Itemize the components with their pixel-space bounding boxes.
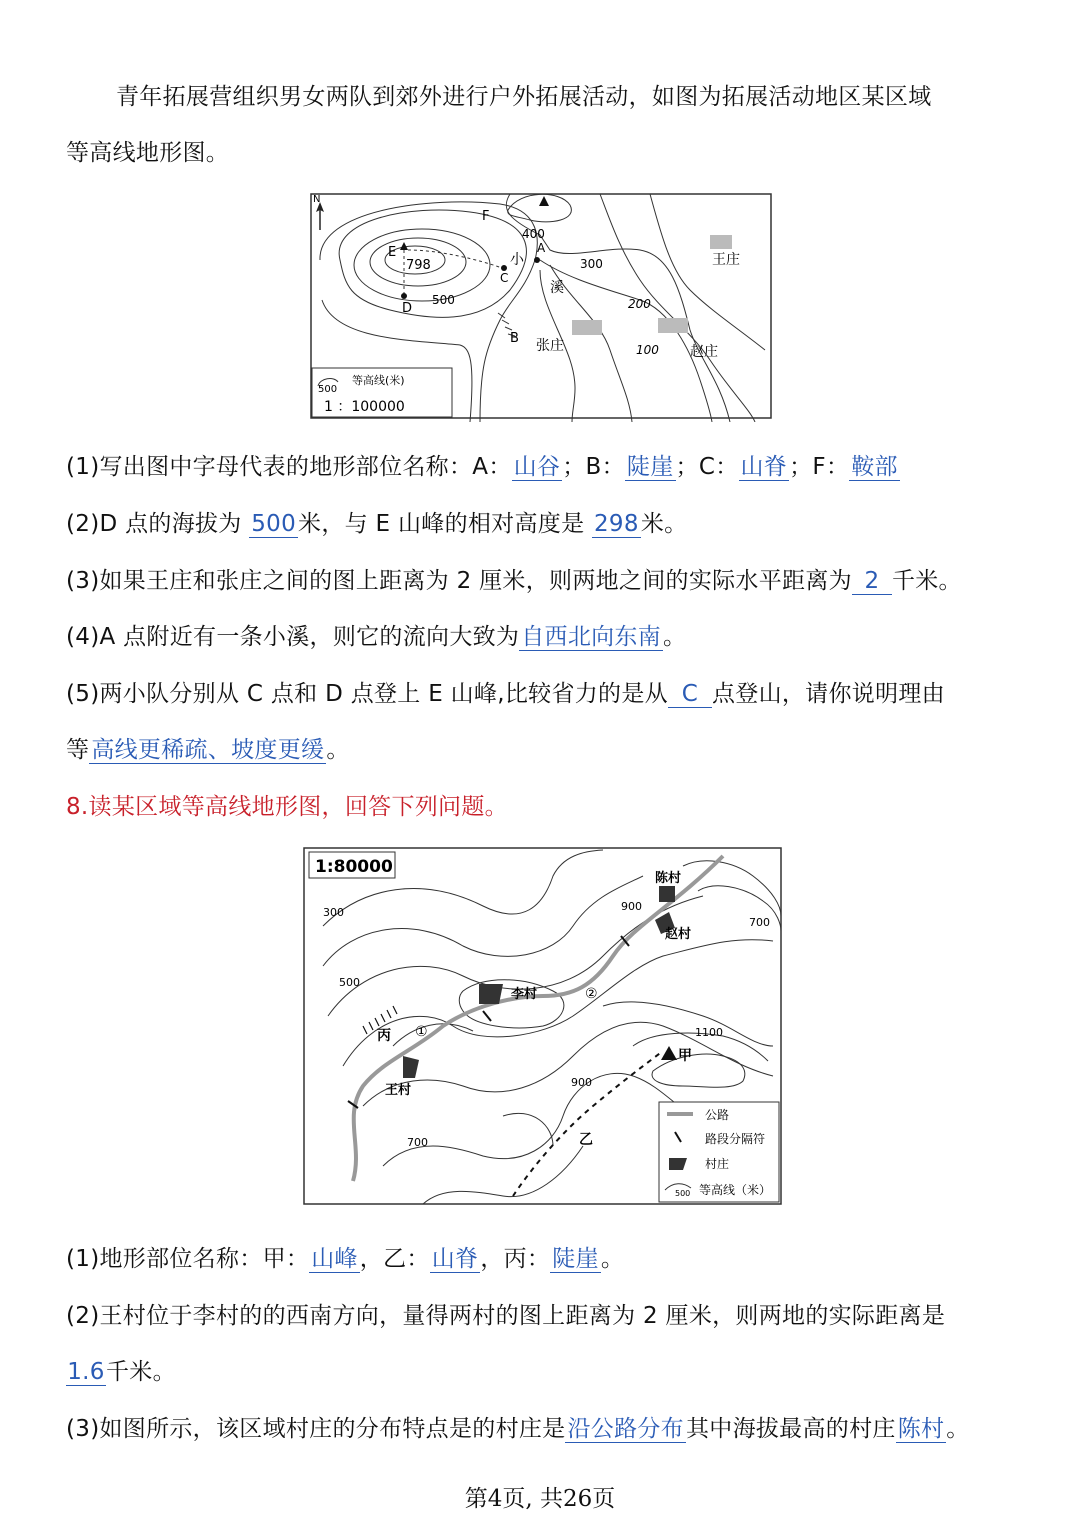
p3-text-3: 。: [946, 1416, 970, 1442]
q5-line-2: [66, 731, 350, 764]
p3-text-1: (3)如图所示，该区域村庄的分布特点是的村庄是: [66, 1416, 566, 1442]
legend-contour: 等高线（米）: [699, 1183, 772, 1197]
intro-line-2: [66, 134, 229, 167]
q3-text-1: (3)如果王庄和张庄之间的图上距离为 2 厘米，则两地之间的实际水平距离为: [66, 568, 852, 594]
q2-text-1: (2)D 点的海拔为: [66, 511, 250, 537]
p2-answer: 1.6: [67, 1359, 105, 1385]
q4-text-2: 。: [663, 624, 687, 650]
intro-text-1: 青年拓展营组织男女两队到郊外进行户外拓展活动，如图为拓展活动地区某区域: [116, 84, 932, 110]
q5-reason-answer: 高线更稀疏、坡度更缓: [91, 737, 325, 763]
contour-400: 400: [522, 227, 545, 241]
contour-500: 500: [432, 293, 455, 307]
q3-line: [66, 562, 962, 595]
q1-answer-c: 山脊: [740, 454, 788, 480]
q2-answer-1: 500: [251, 511, 297, 537]
p3-text-2: 其中海拔最高的村庄: [685, 1416, 896, 1442]
village-zhang-label: 张庄: [536, 338, 564, 354]
p1-answer-bing: 陡崖: [552, 1246, 599, 1272]
q1-answer-b: 陡崖: [626, 454, 674, 480]
label-b: B: [510, 331, 519, 346]
contour-200: 200: [628, 297, 651, 311]
village-wang-label: 王庄: [712, 252, 740, 268]
village-zhang-marker: [572, 320, 602, 335]
village-wang-label-2: 王村: [385, 1083, 412, 1098]
village-zhao-label: 赵庄: [690, 344, 718, 360]
contour-map-2: [303, 846, 783, 1206]
q5-text-2: 点登山，请你说明理由: [711, 681, 945, 707]
intro-line-1: [116, 78, 932, 111]
question-8-title: [66, 788, 508, 821]
q1-answer-f: 鞍部: [851, 454, 898, 480]
q4-answer: 自西北向东南: [521, 624, 662, 650]
village-li-marker: [479, 984, 503, 1004]
p1-end: 。: [600, 1246, 625, 1272]
label-yi: 乙: [579, 1132, 593, 1148]
point-a: [534, 257, 540, 263]
p3-line: [66, 1410, 970, 1443]
p1-answer-jia: 山峰: [311, 1246, 358, 1272]
intro-text-2: 等高线地形图。: [66, 140, 230, 166]
legend-scale: 1 ：100000: [324, 399, 405, 415]
p1-line: [66, 1240, 624, 1273]
label-c: C: [500, 271, 509, 285]
legend-road: 公路: [705, 1108, 730, 1122]
q1-sep2: ；C：: [675, 454, 739, 480]
p1-answer-yi: 山脊: [431, 1246, 479, 1272]
village-li-label: 李村: [511, 987, 538, 1002]
legend-contour-sample: 500: [675, 1189, 691, 1198]
label-bing: 丙: [377, 1028, 391, 1044]
point-d: [401, 293, 407, 299]
p1-sep1: ，乙：: [359, 1246, 430, 1272]
q2-line: [66, 505, 687, 538]
page-footer: 第4页, 共26页: [464, 1486, 616, 1512]
contour-label-500: 500: [339, 976, 360, 989]
q2-text-3: 米。: [640, 511, 688, 537]
label-jia: 甲: [678, 1048, 692, 1064]
village-chen-label: 陈村: [655, 871, 682, 886]
label-circle-1: ①: [415, 1024, 428, 1040]
q1-answer-a: 山谷: [513, 454, 561, 480]
p2-unit: 千米。: [106, 1359, 176, 1385]
legend-village: 村庄: [705, 1157, 730, 1171]
p2-line-2: [66, 1353, 176, 1386]
north-label: N: [313, 194, 321, 205]
village-zhao-marker: [658, 318, 688, 333]
label-d: D: [402, 301, 413, 316]
contour-label-300: 300: [323, 906, 344, 919]
contour-label-1100: 1100: [695, 1026, 723, 1039]
p1-sep2: ，丙：: [480, 1246, 551, 1272]
label-f: F: [482, 209, 490, 224]
contour-label-700b: 700: [749, 916, 770, 929]
contour-label-700a: 700: [407, 1136, 428, 1149]
q1-line: [66, 448, 900, 481]
contour-100: 100: [636, 343, 659, 357]
q1-prefix: (1)写出图中字母代表的地形部位名称：A：: [66, 454, 512, 480]
q3-answer: 2: [852, 568, 892, 595]
village-wang-marker: [710, 235, 732, 249]
legend-separator: 路段分隔符: [705, 1132, 766, 1146]
label-a: A: [537, 241, 546, 255]
p3-answer-2: 陈村: [897, 1416, 945, 1442]
q5-answer: C: [668, 681, 712, 708]
q3-text-2: 千米。: [891, 568, 962, 594]
q2-answer-2: 298: [594, 511, 639, 537]
label-circle-2: ②: [585, 986, 598, 1002]
label-e: E: [388, 245, 397, 260]
village-zhao-label-2: 赵村: [665, 927, 692, 942]
q5-text-4: 。: [326, 737, 350, 763]
contour-map-1: [310, 190, 774, 422]
legend-contour-text: 等高线(米): [352, 374, 405, 387]
q1-sep1: ；B：: [562, 454, 625, 480]
q5-text-3: 等: [66, 737, 90, 763]
village-chen-marker: [659, 886, 675, 902]
legend-sample-500: 500: [318, 384, 338, 395]
p2-line-1: [66, 1297, 945, 1330]
creek-label-2: 溪: [550, 280, 564, 296]
q5-line-1: [66, 675, 945, 708]
q1-sep3: ；F：: [789, 454, 850, 480]
q4-line: [66, 618, 686, 651]
q5-text-1: (5)两小队分别从 C 点和 D 点登上 E 山峰,比较省力的是从: [66, 681, 668, 707]
p2-text-1: (2)王村位于李村的的西南方向，量得两村的图上距离为 2 厘米，则两地的实际距离是: [66, 1303, 946, 1329]
contour-300: 300: [580, 257, 603, 271]
p1-prefix: (1)地形部位名称：甲：: [66, 1246, 310, 1272]
contour-label-900b: 900: [571, 1076, 592, 1089]
p3-answer-1: 沿公路分布: [567, 1416, 684, 1442]
label-peak-798: 798: [406, 258, 431, 273]
q4-text-1: (4)A 点附近有一条小溪，则它的流向大致为: [66, 624, 520, 650]
q2-text-2: 米，与 E 山峰的相对高度是: [298, 511, 592, 537]
map2-scale: 1:80000: [315, 857, 393, 877]
contour-label-900a: 900: [621, 900, 642, 913]
creek-label-1: 小: [510, 252, 524, 268]
question-8-text: 8.读某区域等高线地形图，回答下列问题。: [66, 794, 508, 820]
